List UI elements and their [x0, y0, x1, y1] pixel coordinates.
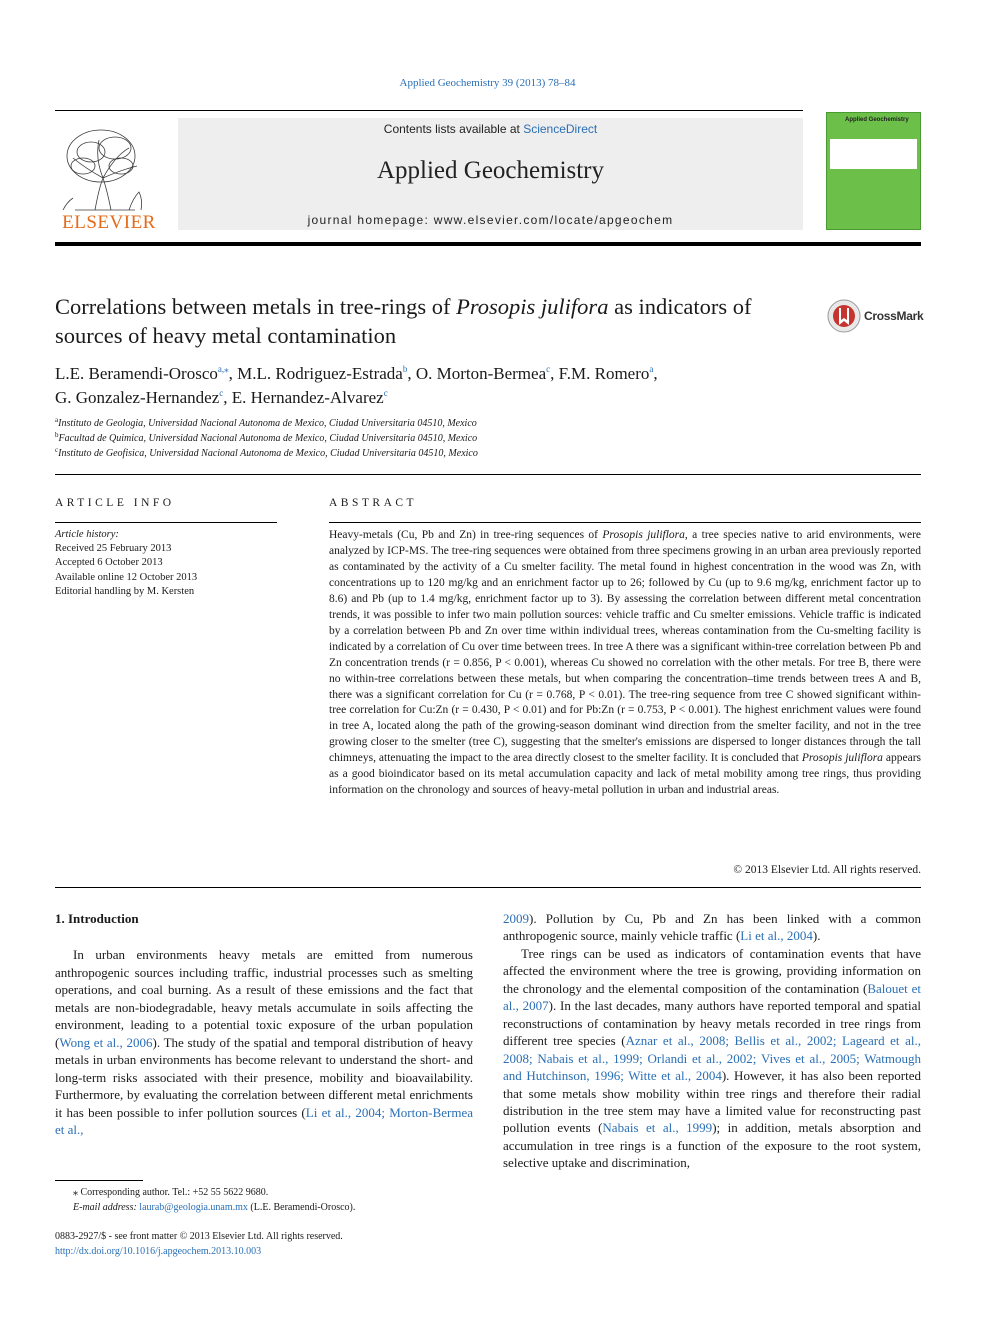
text-segment: ); in addition, metals absorption and accumulation in tree rings is a function of the exposure to the root system, selective uptake and discrimination,: [503, 1120, 921, 1171]
citation-link[interactable]: 2009: [503, 911, 529, 926]
text-segment: ). In the last decades, many authors have reported temporal and spatial reconstructions of contamination by heavy metals recorded in tree rings from different tree species (: [503, 998, 921, 1049]
text-segment: In urban environments heavy metals are emitted from numerous anthropogenic sources including traffic, industrial processes such as smelting operations, and coal burning. As a result of these emissions and the fact that metals are non-biodegradable, heavy metals accumulate in soils affecting the environment, leading to a potential toxic exposure of the urban population (: [55, 947, 473, 1050]
abstract-rule: [329, 522, 921, 523]
copyright-line: © 2013 Elsevier Ltd. All rights reserved.: [733, 864, 921, 876]
article-history: [55, 528, 197, 599]
abstract-text: [329, 528, 921, 799]
abstract-species: Prosopis juliflora: [801, 752, 883, 765]
author-affiliation-mark[interactable]: c: [219, 388, 224, 398]
affiliation: [55, 416, 815, 431]
intro-paragraph-1-continued: [503, 910, 921, 945]
citation-link[interactable]: Nabais et al., 1999: [602, 1120, 713, 1136]
journal-cover-thumbnail[interactable]: [826, 112, 921, 230]
citation-link[interactable]: Wong et al., 2006: [59, 1034, 153, 1050]
footnotes: [55, 1185, 475, 1215]
online-date: Available online 12 October 2013: [55, 571, 198, 583]
article-info-rule: [55, 522, 277, 523]
intro-paragraph-2: [503, 945, 921, 1172]
author[interactable]: O. Morton-Bermea: [415, 364, 547, 383]
affiliation-mark: a: [55, 416, 59, 424]
author-affiliation-mark[interactable]: c: [546, 364, 551, 374]
editorial-handling: Editorial handling by M. Kersten: [55, 585, 195, 597]
body-column-right: [503, 910, 921, 1172]
author-affiliation-mark[interactable]: b: [402, 364, 408, 374]
abstract-heading: ABSTRACT: [329, 497, 418, 509]
abstract-segment: appears as a good bioindicator based on its metal accumulation capacity and lack of metal mobility among tree rings, thus providing information on the chronology and sources of heavy-metal pollution in urban and industrial areas.: [329, 752, 922, 797]
sciencedirect-link[interactable]: ScienceDirect: [523, 122, 598, 136]
citation-link[interactable]: Balouet et al., 2007: [503, 980, 921, 1014]
author[interactable]: E. Hernandez-Alvarez: [231, 388, 384, 407]
accepted-date: Accepted 6 October 2013: [55, 557, 163, 569]
cover-title: Applied Geochemistry: [845, 117, 909, 123]
header-rule: [55, 110, 803, 111]
footnote-mark: ⁎: [73, 1187, 78, 1198]
issn-line: 0883-2927/$ - see front matter © 2013 Elsevier Ltd. All rights reserved.: [55, 1231, 343, 1242]
title-part1: Correlations between metals in tree-rings of: [55, 294, 457, 319]
intro-paragraph-1: [55, 946, 473, 1138]
header-thick-rule: [55, 242, 921, 246]
contents-prefix: Contents lists available at: [383, 122, 524, 136]
author-separator: ,: [223, 388, 232, 407]
received-date: Received 25 February 2013: [55, 543, 172, 555]
author-separator: ,: [550, 364, 559, 383]
legal-block: [55, 1230, 343, 1259]
section-heading-introduction: 1. Introduction: [55, 911, 139, 926]
abstract-species: Prosopis juliflora: [602, 529, 685, 541]
author[interactable]: M.L. Rodriguez-Estrada: [237, 364, 403, 383]
affiliation-text: Instituto de Geofisica, Universidad Nacional Autonoma de Mexico, Ciudad Universitaria 04510, Mexico: [58, 448, 478, 459]
author[interactable]: G. Gonzalez-Hernandez: [55, 388, 220, 407]
citation-link[interactable]: Li et al., 2004; Morton-Bermea et al.,: [55, 1104, 473, 1137]
corresponding-author-text: Corresponding author. Tel.: +52 55 5622 9680.: [80, 1187, 269, 1198]
citation-link[interactable]: Li et al., 2004: [740, 928, 813, 944]
text-segment: ). However, it has also been reported that some metals show mobility within tree rings and therefore their radial distribution in the tree stem may have a limited value for reconstructing past pollution events (: [503, 1068, 921, 1136]
email-note: [55, 1200, 475, 1215]
email-label: E-mail address:: [73, 1202, 140, 1213]
doi-link[interactable]: http://dx.doi.org/10.1016/j.apgeochem.2013.10.003: [55, 1245, 262, 1257]
journal-name: Applied Geochemistry: [376, 157, 605, 184]
author-separator: ,: [407, 364, 416, 383]
email-suffix: (L.E. Beramendi-Orosco).: [247, 1202, 356, 1213]
affiliation-mark: c: [55, 446, 59, 454]
text-segment: ). The study of the spatial and temporal distribution of heavy metals in urban environments has become relevant to understand the short- and long-term risks associated with their presence, mobility and bioavailability. Furthermore, by evaluating the correlation between different metal enrichments it has been possible to infer pollution sources (: [55, 1034, 473, 1120]
author-separator: ,: [653, 364, 658, 383]
affiliations: [55, 416, 815, 461]
title-species: Prosopis julifora: [456, 294, 609, 319]
citation-link[interactable]: Aznar et al., 2008; Bellis et al., 2002; Lageard et al., 2008; Nabais et al., 1999; Orlandi et al., 2002; Vives et al., 2005; Watmough and Hutchinson, 1996; Witte et al., 2004: [503, 1033, 922, 1084]
author-affiliation-mark[interactable]: a,⁎: [217, 364, 229, 374]
affiliation-text: Facultad de Quimica, Universidad Nacional Autonoma de Mexico, Ciudad Universitaria 04510, Mexico: [58, 433, 478, 444]
section-rule: [55, 474, 921, 475]
author-affiliation-mark[interactable]: a: [649, 364, 654, 374]
author[interactable]: F.M. Romero: [558, 364, 650, 383]
history-label: Article history:: [55, 529, 119, 540]
author[interactable]: L.E. Beramendi-Orosco: [55, 364, 218, 383]
body-rule: [55, 887, 921, 888]
contents-lists-line: [178, 122, 803, 136]
text-segment: ). Pollution by Cu, Pb and Zn has been linked with a common anthropogenic source, mainly vehicle traffic (: [503, 911, 921, 944]
cover-white-panel: [830, 139, 917, 169]
text-segment: Tree rings can be used as indicators of contamination events that have affected the environment where the tree is growing, providing information on the chronology and the elemental composition of the contamination (: [503, 945, 921, 996]
corresponding-author-note: [55, 1185, 475, 1200]
journal-reference-link[interactable]: Applied Geochemistry 39 (2013) 78–84: [399, 77, 576, 89]
abstract-segment: , a tree species native to arid environments, were analyzed by ICP-MS. The tree-ring sequences were obtained from three specimens growing in an urban area previously reported as contaminated by the activity of a Cu smelter facility. The metal found in highest concentration in the wood was Zn, with concentrations up to 120 mg/kg and an enrichment factor up to 26; followed by Cu (up to 9.6 mg/kg, enrichment factor up to 8.6) and Pb (up to 1.4 mg/kg, enrichment factor up to 3). By assessing the correlation between different metal concentration trends, it was possible to infer two main pollution sources: vehicle traffic and Cu smelter emissions. Vehicle traffic is indicated by a correlation between Pb and Zn over time within individual trees, whereas contamination from the Cu-smelting facility is indicated by a correlation of Cu over time between trees. In tree A there was a significant within-tree correlation between Pb and Zn concentration trends (r = 0.856, P < 0.001), whereas Cu showed no correlation with the other metals. For tree B, there were no within-tree correlations between these metals, but when comparing the concentration–time trends between trees A and B, there was a significant correlation for Cu (r = 0.768, P < 0.01). The tree-ring sequence from tree C showed significant within-tree correlation for Cu:Zn (r = 0.430, P < 0.01) and for Pb:Zn (r = 0.753, P < 0.001). The highest enrichment values were found in tree A, located along the path of the growing-season dominant wind direction from the smelter facility, and not in the tree growing closer to the smelter (tree C), suggesting that the smelter's emissions are dispersed to longer distances through the tall chimneys, attenuating the impact to the area directly closest to the smelter facility. It is concluded that: [329, 529, 922, 765]
abstract-segment: Heavy-metals (Cu, Pb and Zn) in tree-ring sequences of: [329, 529, 603, 541]
affiliation: [55, 446, 815, 461]
body-column-left: [55, 910, 473, 1138]
email-link[interactable]: laurab@geologia.unam.mx: [139, 1202, 248, 1213]
affiliation-mark: b: [55, 431, 59, 439]
author-affiliation-mark[interactable]: c: [383, 388, 388, 398]
author-list: [55, 362, 815, 410]
affiliation: [55, 431, 815, 446]
article-info-heading: ARTICLE INFO: [55, 497, 175, 509]
text-segment: ).: [812, 928, 821, 944]
affiliation-text: Instituto de Geologia, Universidad Nacional Autonoma de Mexico, Ciudad Universitaria 04510, Mexico: [58, 418, 477, 429]
crossmark-label[interactable]: CrossMark: [864, 309, 924, 323]
article-title: [55, 292, 775, 350]
author-separator: ,: [228, 364, 238, 383]
title-part2: as indicators of sources of heavy metal contamination: [55, 294, 752, 348]
journal-homepage-link[interactable]: journal homepage: www.elsevier.com/locate/apgeochem: [307, 213, 674, 227]
elsevier-logo-text: ELSEVIER: [62, 212, 156, 233]
footnote-rule: [55, 1180, 143, 1181]
